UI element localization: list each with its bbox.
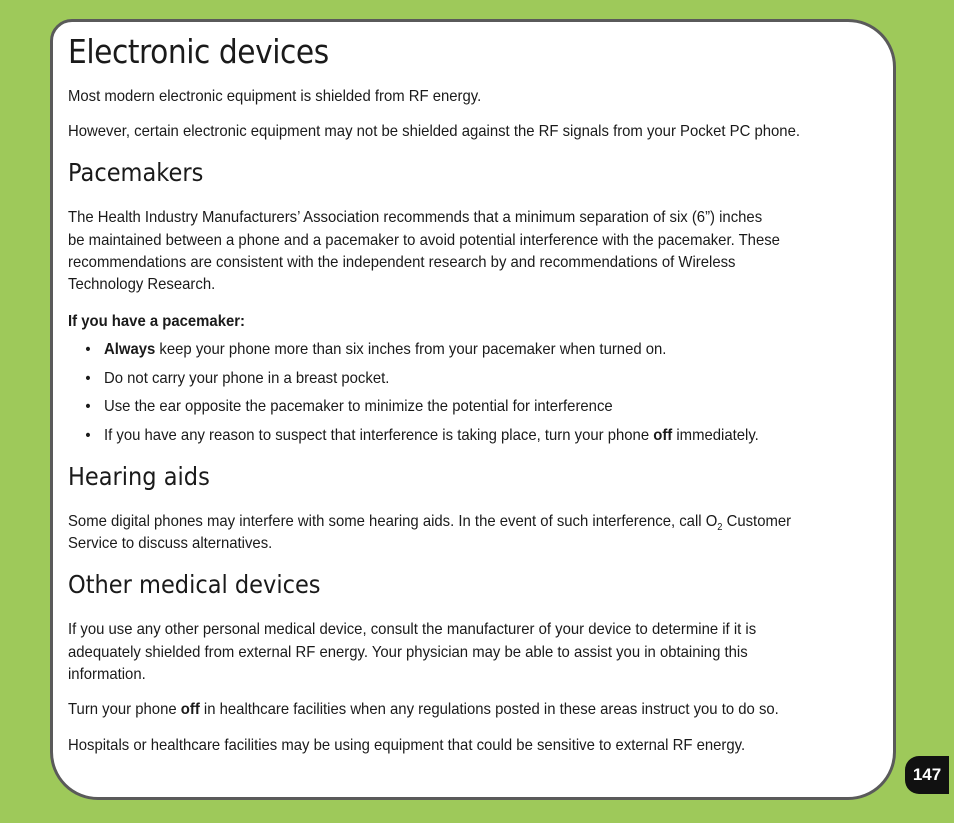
intro-paragraph-2: However, certain electronic equipment may not be shielded against the RF signals from your Pocket PC phone. bbox=[68, 123, 800, 140]
bullet-icon: • bbox=[85, 427, 91, 444]
bullet-icon: • bbox=[85, 398, 91, 415]
list-item: • Always keep your phone more than six inches from your pacemaker when turned on. bbox=[104, 339, 666, 361]
hearing-aids-heading: Hearing aids bbox=[68, 462, 210, 491]
bullet-icon: • bbox=[85, 370, 91, 387]
hospitals-paragraph: Hospitals or healthcare facilities may be using equipment that could be sensitive to external RF energy. bbox=[68, 737, 746, 754]
pacemakers-line-1: The Health Industry Manufacturers’ Association recommends that a minimum separation of six (6”) inches bbox=[68, 209, 763, 226]
page-number: 147 bbox=[905, 756, 949, 794]
list-item: • Do not carry your phone in a breast pocket. bbox=[104, 368, 389, 390]
hearing-aids-line-2: Service to discuss alternatives. bbox=[68, 535, 273, 552]
bullet-icon: • bbox=[85, 341, 91, 358]
intro-paragraph-1: Most modern electronic equipment is shielded from RF energy. bbox=[68, 88, 482, 105]
turn-off-paragraph: Turn your phone off in healthcare facilities when any regulations posted in these areas instruct you to do so. bbox=[68, 701, 779, 718]
list-item: • Use the ear opposite the pacemaker to minimize the potential for interference bbox=[104, 396, 613, 418]
pacemakers-line-4: Technology Research. bbox=[68, 276, 216, 293]
other-medical-line-1: If you use any other personal medical device, consult the manufacturer of your device to determine if it is bbox=[68, 621, 757, 638]
list-item: • If you have any reason to suspect that interference is taking place, turn your phone off immediately. bbox=[104, 425, 759, 447]
other-medical-heading: Other medical devices bbox=[68, 570, 321, 599]
other-medical-line-2: adequately shielded from external RF energy. Your physician may be able to assist you in obtaining this bbox=[68, 644, 748, 661]
page-title: Electronic devices bbox=[68, 32, 329, 71]
other-medical-line-3: information. bbox=[68, 666, 146, 683]
pacemaker-subheading: If you have a pacemaker: bbox=[68, 313, 245, 330]
pacemakers-line-3: recommendations are consistent with the independent research by and recommendations of Wireless bbox=[68, 254, 736, 271]
pacemakers-line-2: be maintained between a phone and a pacemaker to avoid potential interference with the pacemaker. These bbox=[68, 232, 780, 249]
pacemakers-heading: Pacemakers bbox=[68, 158, 204, 187]
page-panel bbox=[50, 19, 896, 800]
hearing-aids-line-1: Some digital phones may interfere with some hearing aids. In the event of such interference, call $O_2$ Customer bbox=[68, 513, 792, 534]
